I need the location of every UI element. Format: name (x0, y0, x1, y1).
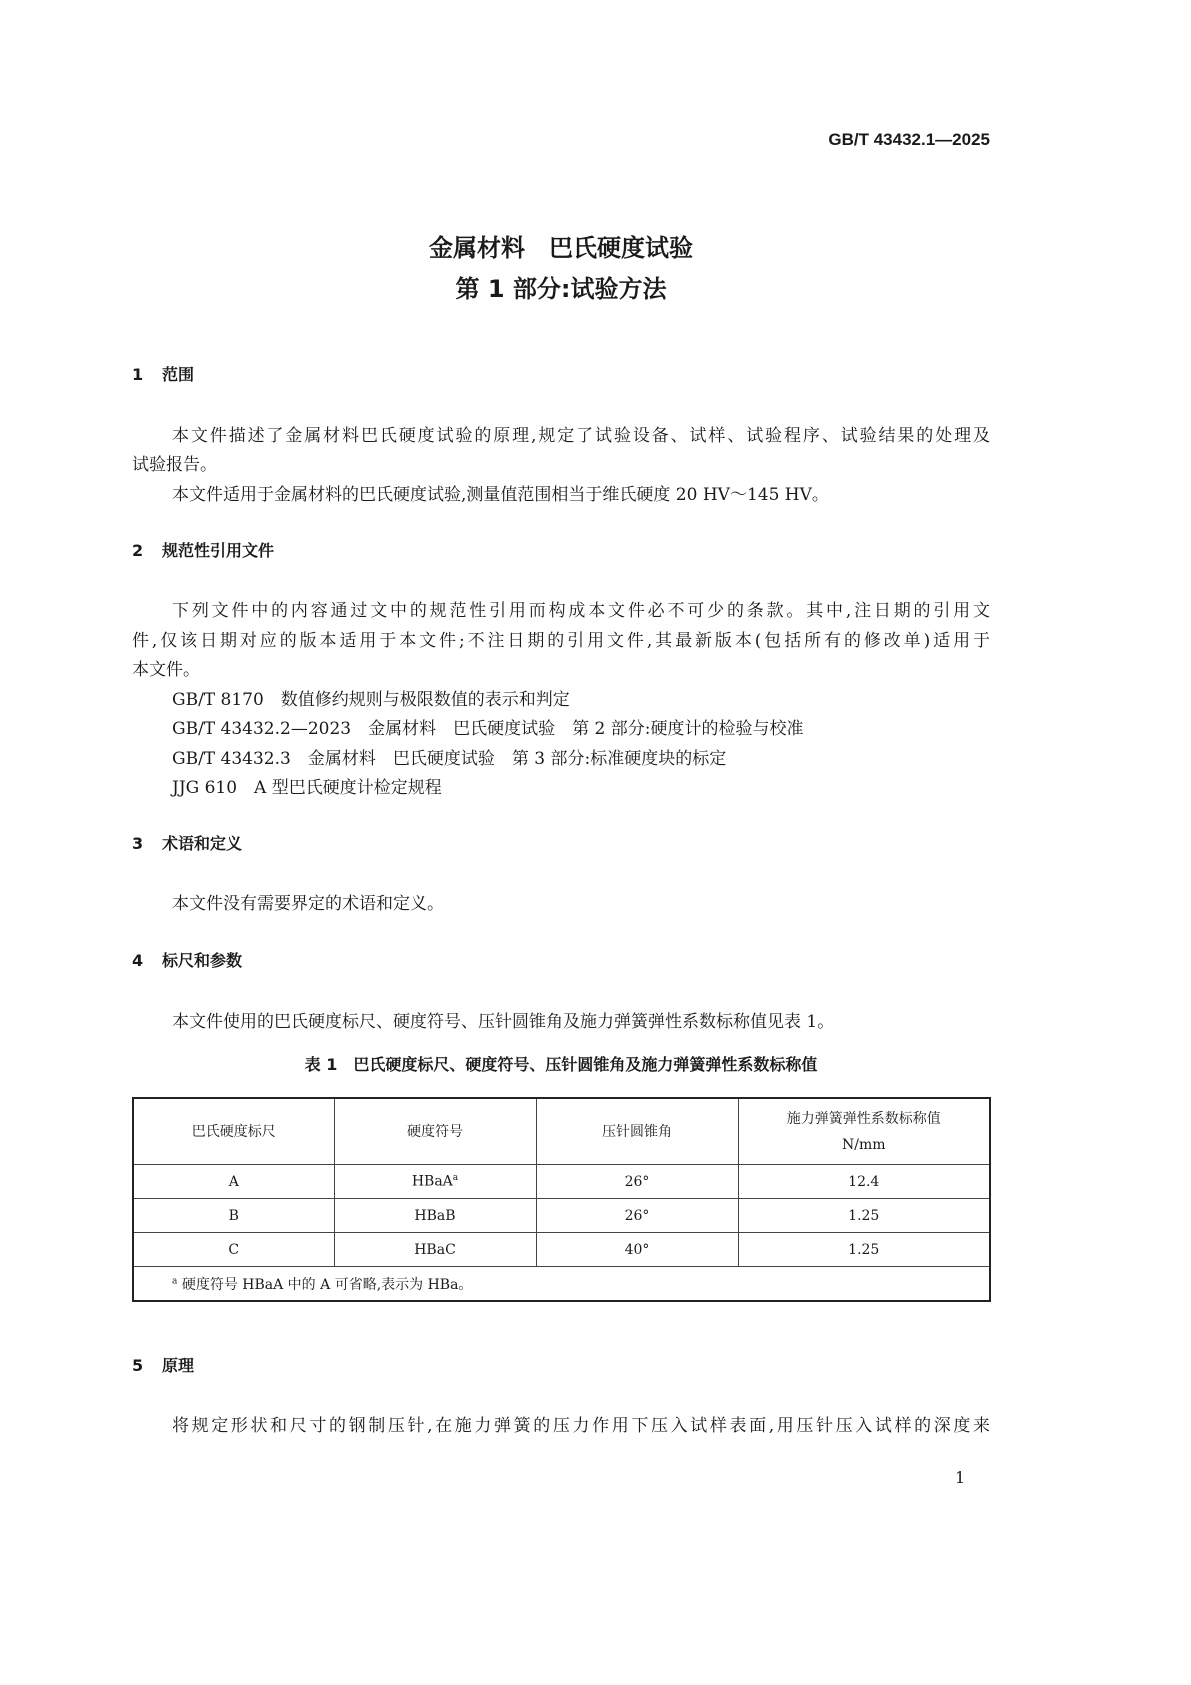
table-row (133, 1165, 990, 1199)
table-cell: 1.25 (738, 1199, 990, 1233)
reference-item: GB/T 43432.2—2023 金属材料 巴氏硬度试验 第 2 部分:硬度计的检验与校准 (172, 719, 804, 739)
table-cell: 26° (536, 1199, 738, 1233)
table-footnote: $^a$ 硬度符号 HBaA 中的 A 可省略,表示为 HBa。 (133, 1267, 990, 1302)
table-header-row (133, 1098, 990, 1165)
table-cell: HBaA$^a$ (334, 1165, 536, 1199)
paragraph-line: 本文件。 (132, 660, 200, 680)
table-cell: B (133, 1199, 334, 1233)
paragraph-line: 本文件适用于金属材料的巴氏硬度试验,测量值范围相当于维氏硬度 20 HV～145 HV。 (172, 485, 829, 505)
paragraph-line: 件,仅该日期对应的版本适用于本文件;不注日期的引用文件,其最新版本(包括所有的修改单)适用于 (132, 631, 990, 651)
reference-item: JJG 610 A 型巴氏硬度计检定规程 (172, 778, 442, 798)
section-heading-2: 2 规范性引用文件 (132, 541, 275, 560)
scale-parameters-table (132, 1097, 991, 1302)
table-footnote-row (133, 1267, 990, 1302)
paragraph-line: 本文件使用的巴氏硬度标尺、硬度符号、压针圆锥角及施力弹簧弹性系数标称值见表 1。 (172, 1012, 835, 1032)
document-subtitle: 第 1 部分:试验方法 (455, 275, 667, 303)
table-row (133, 1233, 990, 1267)
section-heading-3: 3 术语和定义 (132, 834, 243, 853)
reference-item: GB/T 8170 数值修约规则与极限数值的表示和判定 (172, 690, 570, 710)
table-header-cell: 硬度符号 (334, 1098, 536, 1165)
section-heading-4: 4 标尺和参数 (132, 951, 243, 970)
paragraph-line: 本文件描述了金属材料巴氏硬度试验的原理,规定了试验设备、试样、试验程序、试验结果的处理及 (172, 426, 990, 446)
table-cell: A (133, 1165, 334, 1199)
table-cell: 12.4 (738, 1165, 990, 1199)
table-cell: 1.25 (738, 1233, 990, 1267)
table-cell: HBaC (334, 1233, 536, 1267)
table-row (133, 1199, 990, 1233)
table-header-cell: 压针圆锥角 (536, 1098, 738, 1165)
table-header-cell: 施力弹簧弹性系数标称值 N/mm (738, 1098, 990, 1165)
table-cell: 26° (536, 1165, 738, 1199)
table-caption: 表 1 巴氏硬度标尺、硬度符号、压针圆锥角及施力弹簧弹性系数标称值 (304, 1055, 818, 1074)
table-cell: 40° (536, 1233, 738, 1267)
paragraph-line: 试验报告。 (132, 455, 217, 475)
document-title: 金属材料 巴氏硬度试验 (429, 234, 693, 262)
table-cell: HBaB (334, 1199, 536, 1233)
section-heading-1: 1 范围 (132, 365, 195, 384)
paragraph-line: 本文件没有需要界定的术语和定义。 (172, 894, 444, 914)
reference-item: GB/T 43432.3 金属材料 巴氏硬度试验 第 3 部分:标准硬度块的标定 (172, 749, 727, 769)
page-number: 1 (955, 1468, 966, 1487)
table-header-cell: 巴氏硬度标尺 (133, 1098, 334, 1165)
paragraph-line: 将规定形状和尺寸的钢制压针,在施力弹簧的压力作用下压入试样表面,用压针压入试样的深度来 (172, 1416, 990, 1436)
standard-number: GB/T 43432.1—2025 (828, 130, 990, 149)
paragraph-line: 下列文件中的内容通过文中的规范性引用而构成本文件必不可少的条款。其中,注日期的引用文 (172, 601, 990, 621)
table-cell: C (133, 1233, 334, 1267)
section-heading-5: 5 原理 (132, 1356, 195, 1375)
